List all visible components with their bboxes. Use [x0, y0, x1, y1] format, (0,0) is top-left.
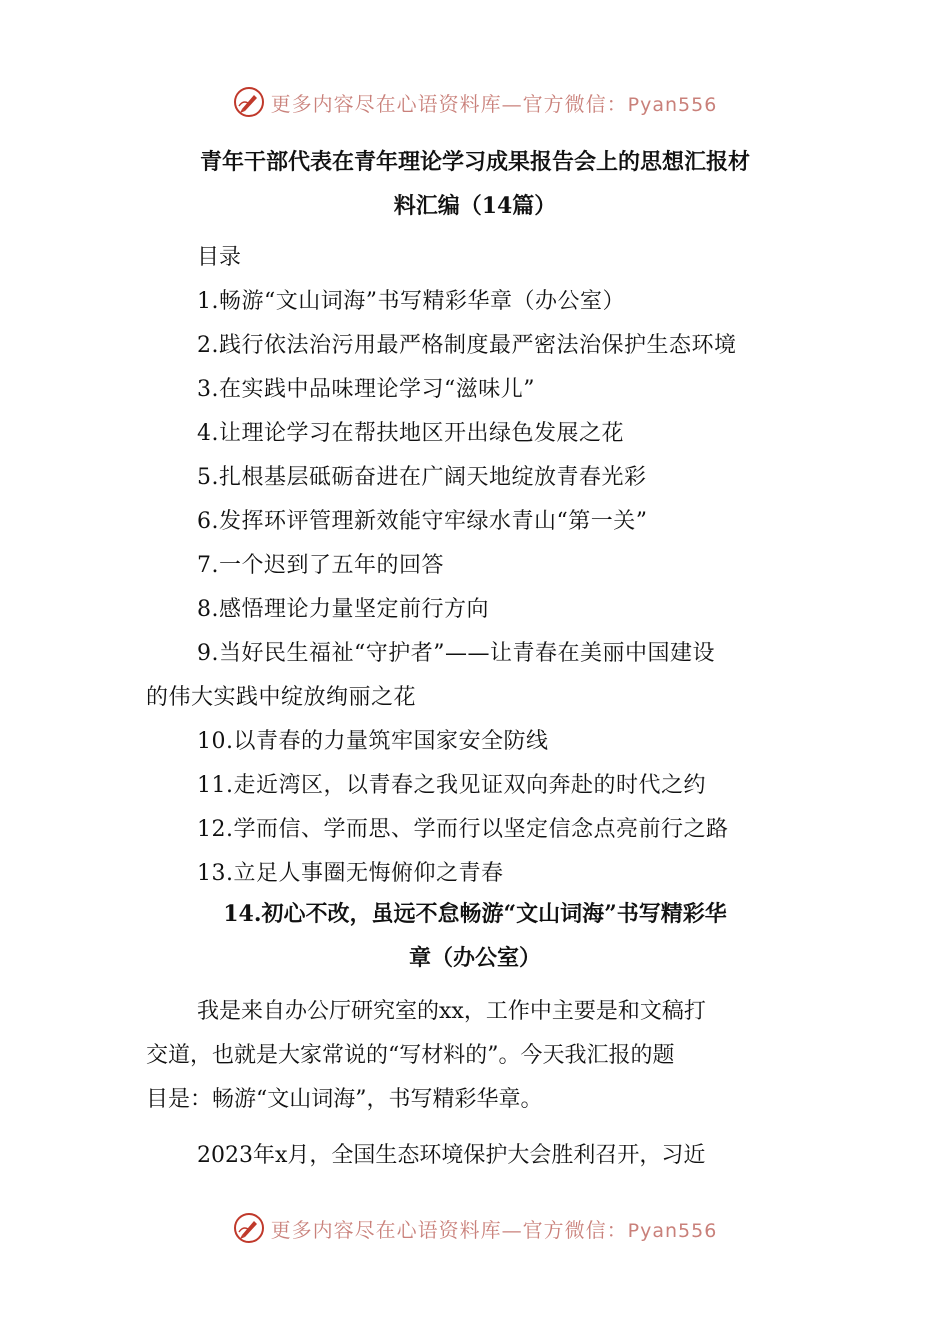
toc-item: 5.扎根基层砥砺奋进在广阔天地绽放青春光彩 [197, 465, 647, 490]
paragraph-line: 目是：畅游“文山词海”，书写精彩华章。 [146, 1087, 543, 1112]
watermark-group [233, 1212, 718, 1244]
title-line-2: 料汇编（14篇） [393, 193, 557, 219]
toc-item: 13.立足人事圈无悔俯仰之青春 [197, 861, 504, 886]
body-paragraph-2 [146, 1134, 816, 1178]
toc-item: 10.以青春的力量筑牢国家安全防线 [197, 729, 549, 754]
toc-item [146, 632, 816, 720]
section-heading-line-2: 章（办公室） [408, 945, 541, 971]
section-heading [120, 892, 830, 980]
toc-item-9-line-1: 9.当好民生福祉“守护者”——让青春在美丽中国建设 [197, 641, 715, 666]
toc-item: 7.一个迟到了五年的回答 [197, 553, 444, 578]
pen-logo-icon [233, 86, 265, 118]
toc-item: 2.践行依法治污用最严格制度最严密法治保护生态环境 [197, 333, 737, 358]
paragraph-line: 我是来自办公厅研究室的xx，工作中主要是和文稿打 [197, 999, 706, 1024]
table-of-contents [146, 280, 816, 896]
paragraph-line: 2023年x月，全国生态环境保护大会胜利召开，习近 [197, 1143, 706, 1168]
body-paragraph-1 [146, 990, 816, 1122]
watermark-handle: Pyan556 [627, 1219, 718, 1242]
header-watermark [0, 82, 950, 122]
paragraph-line: 交道，也就是大家常说的“写材料的”。今天我汇报的题 [146, 1043, 675, 1068]
toc-item: 4.让理论学习在帮扶地区开出绿色发展之花 [197, 421, 624, 446]
toc-item: 12.学而信、学而思、学而行以坚定信念点亮前行之路 [197, 817, 729, 842]
watermark-text [271, 1214, 718, 1243]
toc-item: 8.感悟理论力量坚定前行方向 [197, 597, 489, 622]
watermark-text [271, 88, 718, 117]
section-heading-line-1: 14.初心不改，虽远不怠畅游“文山词海”书写精彩华 [223, 901, 727, 927]
document-title [120, 140, 830, 228]
toc-item: 11.走近湾区，以青春之我见证双向奔赴的时代之约 [197, 773, 706, 798]
toc-heading: 目录 [197, 245, 242, 270]
toc-item: 1.畅游“文山词海”书写精彩华章（办公室） [197, 289, 625, 314]
watermark-label: 更多内容尽在心语资料库—官方微信： [270, 91, 628, 116]
toc-item-9-line-2: 的伟大实践中绽放绚丽之花 [146, 685, 417, 710]
footer-watermark [0, 1208, 950, 1248]
title-line-1: 青年干部代表在青年理论学习成果报告会上的思想汇报材 [199, 149, 750, 175]
pen-logo-icon [233, 1212, 265, 1244]
toc-item: 6.发挥环评管理新效能守牢绿水青山“第一关” [197, 509, 648, 534]
toc-item: 3.在实践中品味理论学习“滋味儿” [197, 377, 535, 402]
watermark-handle: Pyan556 [627, 93, 718, 116]
watermark-label: 更多内容尽在心语资料库—官方微信： [270, 1217, 628, 1242]
watermark-group [233, 86, 718, 118]
